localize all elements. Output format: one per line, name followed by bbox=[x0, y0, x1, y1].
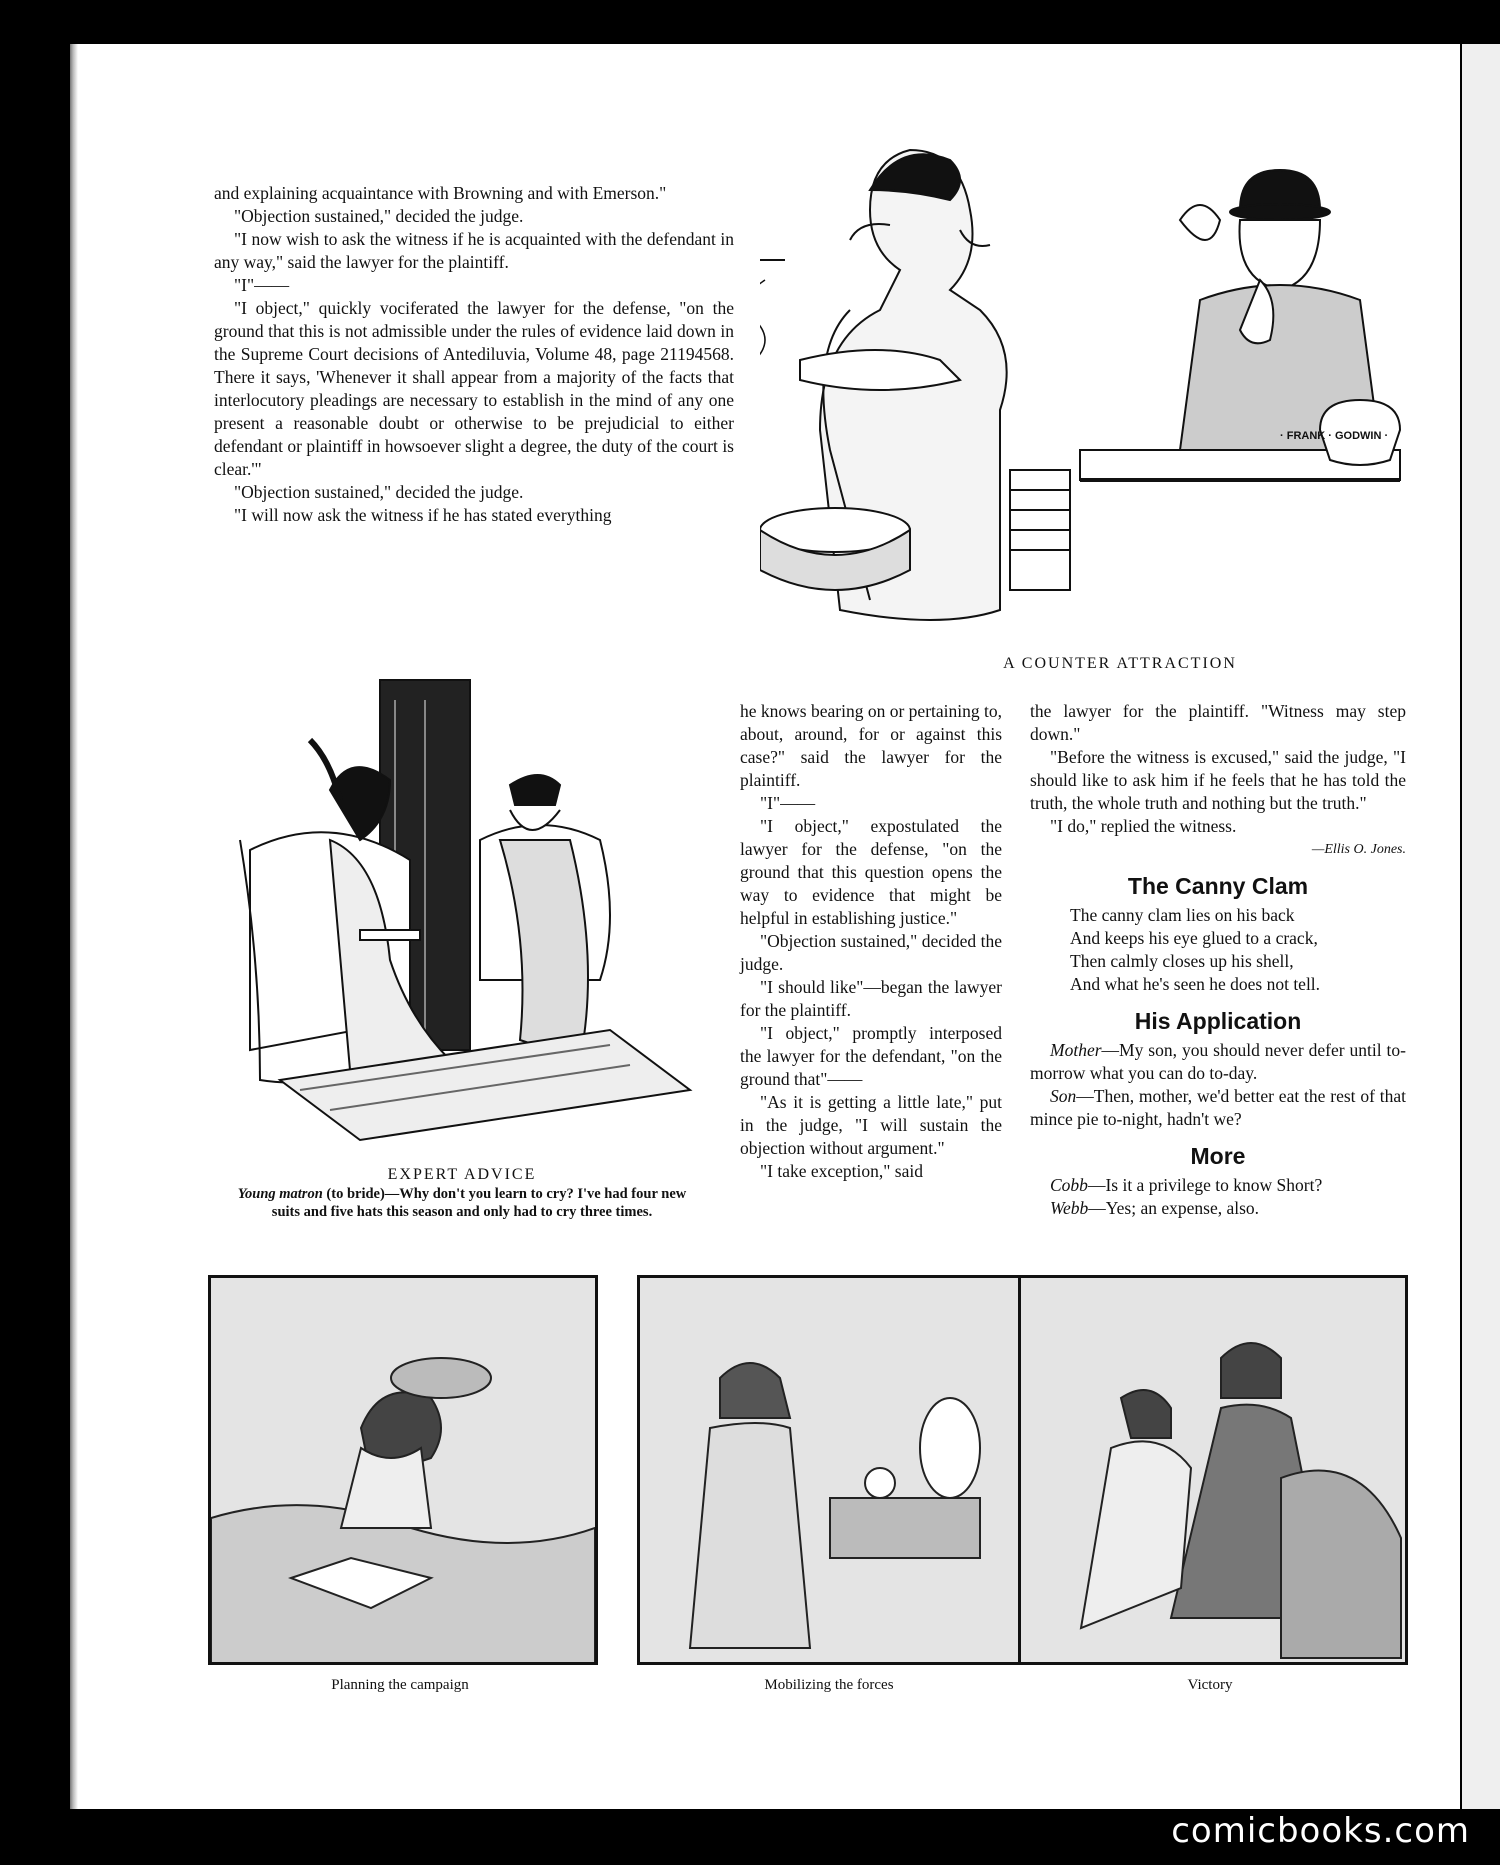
next-page-edge bbox=[1462, 44, 1500, 1809]
article-paragraph: "I"—— bbox=[234, 275, 290, 295]
dialogue-text: —Is it a privilege to know Short? bbox=[1087, 1175, 1323, 1195]
panel-mobilizing bbox=[637, 1275, 1027, 1665]
article-right-column bbox=[1030, 700, 1406, 1220]
article-paragraph: "I will now ask the witness if he has stated everything bbox=[234, 505, 612, 525]
his-application-heading: His Application bbox=[1134, 1008, 1302, 1034]
watermark: comicbooks.com bbox=[1171, 1811, 1470, 1851]
verse-line: And keeps his eye glued to a crack, bbox=[1070, 928, 1318, 948]
canny-clam-verse bbox=[1030, 904, 1406, 996]
speaker-name: Mother bbox=[1050, 1040, 1102, 1060]
article-paragraph: "I take exception," said bbox=[760, 1161, 923, 1181]
panel-caption: Victory bbox=[1187, 1677, 1233, 1693]
panel-drawing bbox=[211, 1278, 595, 1662]
caption-joke bbox=[232, 1185, 692, 1221]
dialogue-text: —My son, you should never defer until to-morrow what you can do to-day. bbox=[1030, 1040, 1406, 1083]
dialogue-line bbox=[1030, 1197, 1406, 1220]
panel-victory bbox=[1018, 1275, 1408, 1665]
caption-title: EXPERT ADVICE bbox=[387, 1166, 537, 1183]
counter-attraction-caption bbox=[890, 654, 1350, 674]
canny-clam-heading: The Canny Clam bbox=[1127, 873, 1309, 899]
dialogue-text: —Yes; an expense, also. bbox=[1088, 1198, 1260, 1218]
dialogue-line bbox=[1030, 1174, 1406, 1197]
article-paragraph: "As it is getting a little late," put in the judge, "I will sustain the objection without argument." bbox=[740, 1092, 1002, 1158]
article-paragraph: "I object," quickly vociferated the lawyer for the defense, "on the ground that this is not admissible under the rules of evidence laid down in the Supreme Court decisions of Antediluvia, Volume 48, page 21194568. There it says, 'Whenever it shall appear from a majority of the facts that interlocutory pleadings are necessary to establish in the mind of any one present a reasonable doubt or otherwise to be prejudicial to either defendant or plaintiff in howsoever slight a degree, the duty of the court is clear.'" bbox=[214, 298, 734, 479]
article-paragraph: "I object," promptly interposed the lawyer for the defendant, "on the ground that"—— bbox=[740, 1023, 1002, 1089]
article-paragraph: "I now wish to ask the witness if he is acquainted with the defendant in any way," said the lawyer for the plaintiff. bbox=[214, 229, 734, 272]
counter-attraction-drawing bbox=[760, 130, 1410, 640]
speaker-name: Webb bbox=[1050, 1198, 1089, 1218]
byline: —Ellis O. Jones. bbox=[1311, 842, 1406, 857]
caption-title: A COUNTER ATTRACTION bbox=[1003, 655, 1237, 672]
verse-line: The canny clam lies on his back bbox=[1070, 905, 1295, 925]
panel-planning bbox=[208, 1275, 598, 1665]
caption-text: (to bride)—Why don't you learn to cry? I've had four new suits and five hats this season and only had to cry three times. bbox=[271, 1186, 687, 1220]
dialogue-line bbox=[1030, 1039, 1406, 1085]
expert-advice-illustration bbox=[220, 640, 700, 1150]
article-paragraph: the lawyer for the plaintiff. "Witness may step down." bbox=[1030, 701, 1406, 744]
dialogue-text: —Then, mother, we'd better eat the rest of that mince pie to-night, hadn't we? bbox=[1030, 1086, 1406, 1129]
expert-advice-drawing bbox=[220, 640, 700, 1150]
article-paragraph: "Objection sustained," decided the judge. bbox=[740, 931, 1002, 974]
article-paragraph: "Objection sustained," decided the judge. bbox=[234, 206, 524, 226]
speaker-name: Cobb bbox=[1050, 1175, 1088, 1195]
verse-line: Then calmly closes up his shell, bbox=[1070, 951, 1294, 971]
article-paragraph: "Before the witness is excused," said the judge, "I should like to ask him if he feels that he has told the truth, the whole truth and nothing but the truth." bbox=[1030, 747, 1406, 813]
verse-line: And what he's seen he does not tell. bbox=[1070, 974, 1321, 994]
counter-attraction-illustration bbox=[760, 130, 1410, 640]
article-paragraph: "Objection sustained," decided the judge. bbox=[234, 482, 524, 502]
speaker-name: Son bbox=[1050, 1086, 1077, 1106]
article-paragraph: he knows bearing on or pertaining to, about, around, for or against this case?" said the lawyer for the plaintiff. bbox=[740, 701, 1002, 790]
article-paragraph: "I object," expostulated the lawyer for the defense, "on the ground that this question opens the way to evidence that might be helpful in establishing justice." bbox=[740, 816, 1002, 928]
more-heading: More bbox=[1190, 1143, 1246, 1169]
expert-advice-caption bbox=[232, 1165, 692, 1221]
article-paragraph: "I do," replied the witness. bbox=[1050, 816, 1237, 836]
dialogue-line bbox=[1030, 1085, 1406, 1131]
article-top-column bbox=[214, 182, 734, 527]
article-paragraph: and explaining acquaintance with Browning and with Emerson." bbox=[214, 183, 667, 203]
panel-drawing bbox=[640, 1278, 1024, 1662]
artist-signature: · FRANK · GODWIN · bbox=[1280, 430, 1389, 442]
article-paragraph: "I"—— bbox=[760, 793, 816, 813]
caption-speaker: Young matron bbox=[237, 1186, 323, 1202]
page-spine-shadow bbox=[70, 44, 78, 1809]
panel-drawing bbox=[1021, 1278, 1405, 1662]
article-paragraph: "I should like"—began the lawyer for the plaintiff. bbox=[740, 977, 1002, 1020]
panel-caption: Planning the campaign bbox=[331, 1677, 469, 1693]
article-middle-column bbox=[740, 700, 1002, 1183]
panel-caption: Mobilizing the forces bbox=[764, 1677, 894, 1693]
